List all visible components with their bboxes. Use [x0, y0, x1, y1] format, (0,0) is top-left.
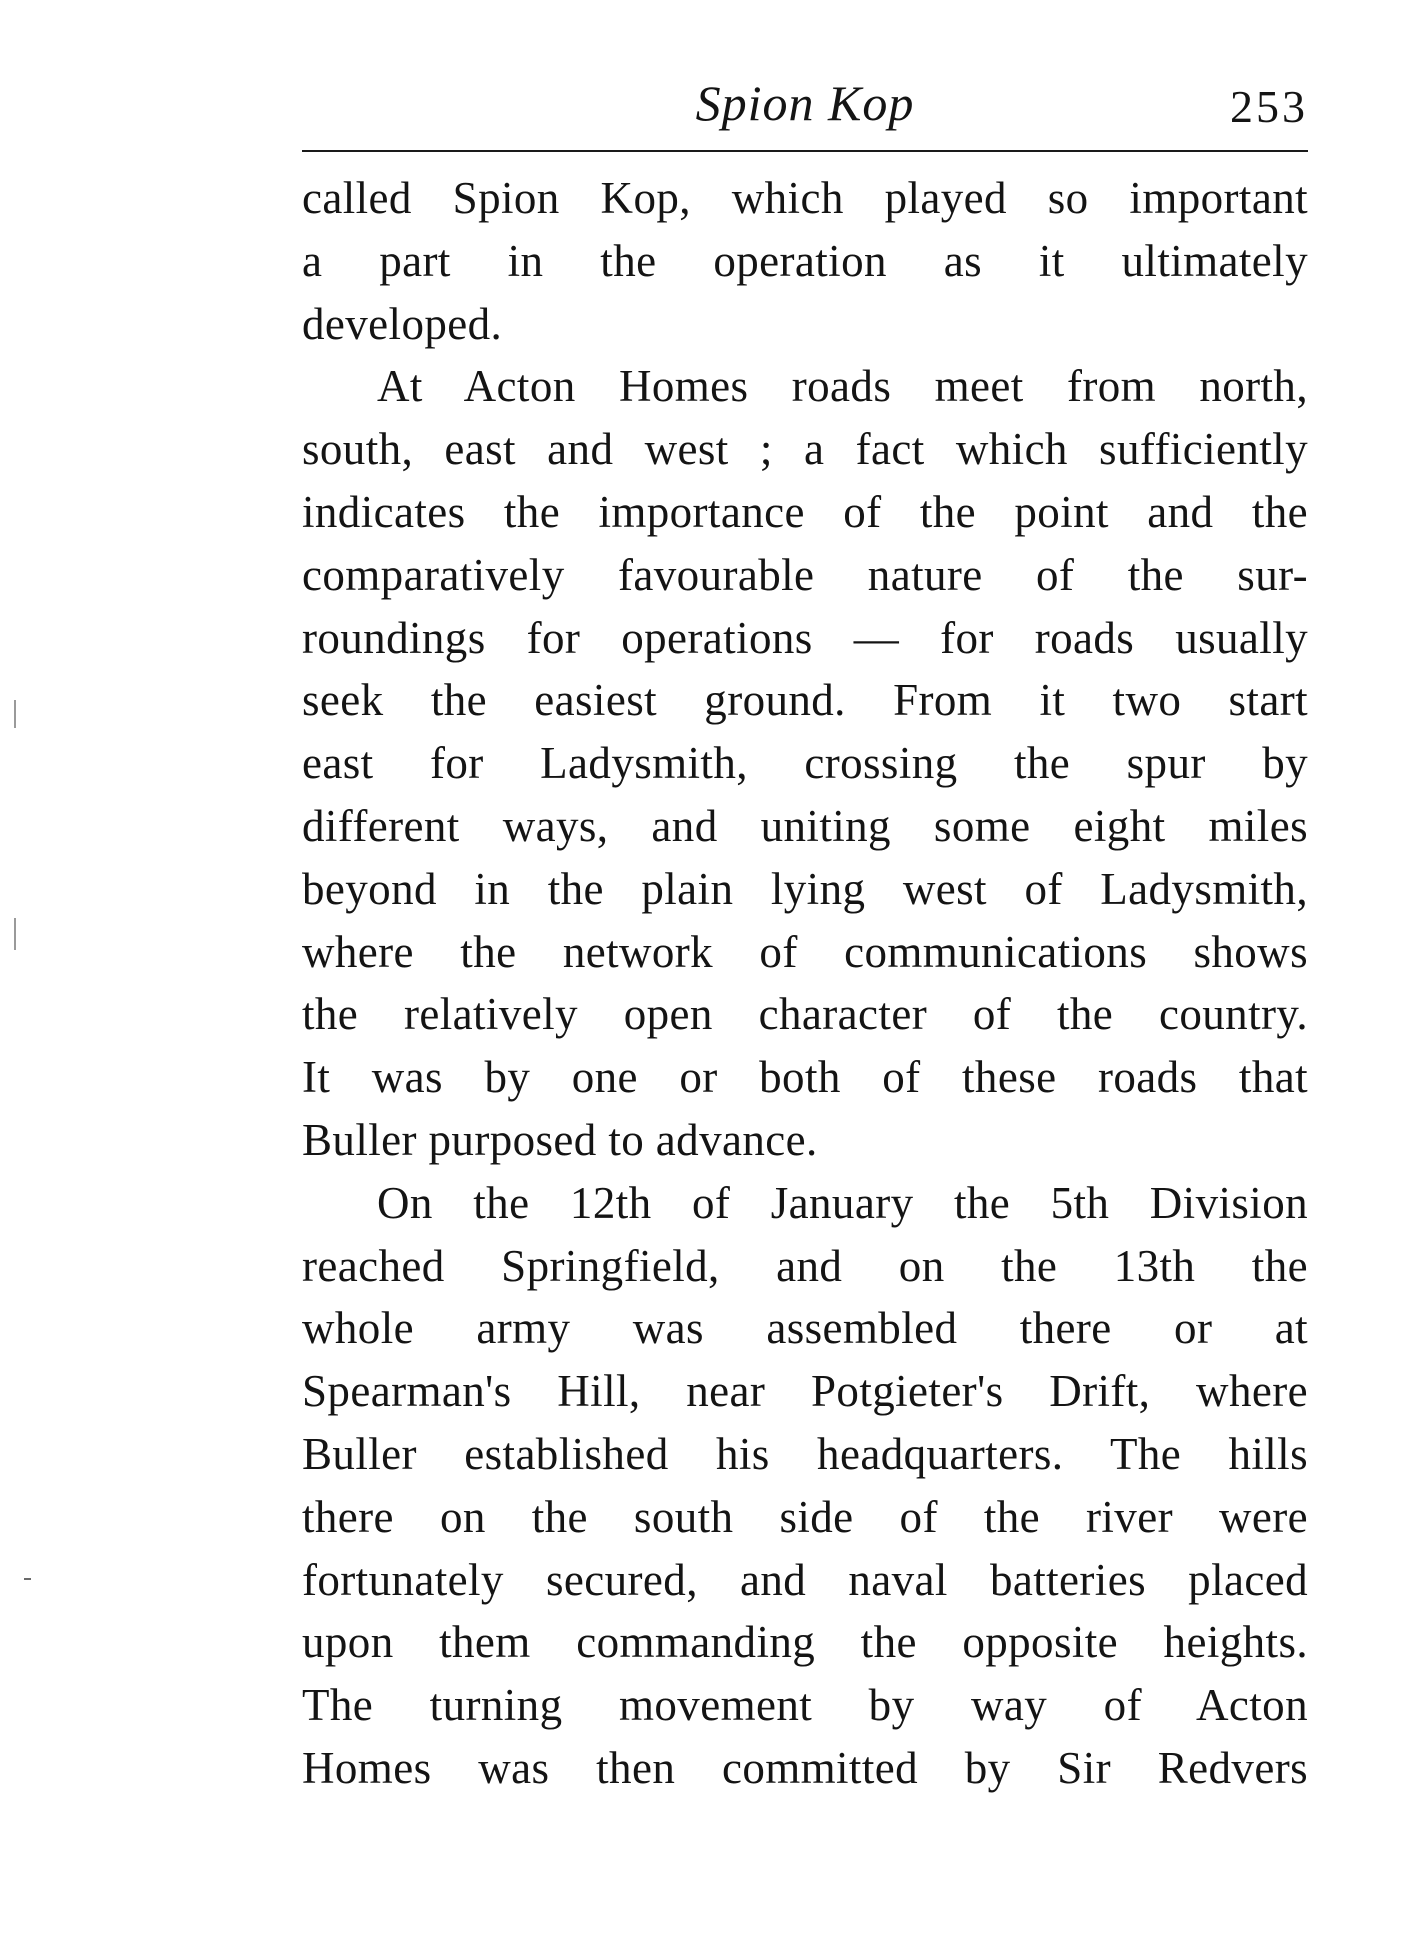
- text-line: there on the south side of the river were: [302, 1491, 1308, 1542]
- text-line: At Acton Homes roads meet from north,: [377, 361, 1308, 412]
- text-line: where the network of communications shows: [302, 926, 1308, 977]
- text-line: Buller purposed to advance.: [302, 1114, 818, 1165]
- text-line: whole army was assembled there or at: [302, 1303, 1308, 1354]
- body-text: [302, 167, 1308, 1800]
- running-title: Spion Kop: [695, 75, 915, 131]
- text-line: the relatively open character of the country.: [302, 989, 1308, 1040]
- header-rule: [302, 150, 1308, 152]
- text-line: Buller established his headquarters. The hills: [302, 1428, 1308, 1479]
- text-line: called Spion Kop, which played so important: [302, 173, 1308, 223]
- margin-scan-mark: [24, 1578, 31, 1580]
- text-line: fortunately secured, and naval batteries placed: [302, 1554, 1308, 1605]
- text-line: comparatively favourable nature of the sur-: [302, 549, 1308, 600]
- text-line: indicates the importance of the point and the: [302, 486, 1308, 537]
- text-line: roundings for operations — for roads usually: [302, 612, 1308, 663]
- text-line: different ways, and uniting some eight miles: [302, 800, 1308, 851]
- margin-scan-mark: [14, 918, 16, 950]
- text-line: developed.: [302, 298, 503, 349]
- text-line: east for Ladysmith, crossing the spur by: [302, 738, 1308, 789]
- text-line: Homes was then committed by Sir Redvers: [302, 1742, 1308, 1793]
- text-line: On the 12th of January the 5th Division: [377, 1177, 1308, 1228]
- margin-scan-mark: [14, 700, 16, 728]
- text-line: a part in the operation as it ultimately: [302, 235, 1308, 286]
- text-line: beyond in the plain lying west of Ladysmith,: [302, 863, 1308, 914]
- text-line: reached Springfield, and on the 13th the: [302, 1240, 1308, 1291]
- text-line: The turning movement by way of Acton: [302, 1680, 1308, 1731]
- text-line: seek the easiest ground. From it two start: [302, 675, 1308, 726]
- text-line: It was by one or both of these roads that: [302, 1052, 1308, 1103]
- text-line: upon them commanding the opposite heights.: [302, 1617, 1308, 1668]
- running-head: [302, 70, 1308, 136]
- text-line: south, east and west ; a fact which sufficiently: [302, 424, 1308, 475]
- text-line: Spearman's Hill, near Potgieter's Drift, where: [302, 1366, 1308, 1417]
- page-number: 253: [1230, 81, 1308, 132]
